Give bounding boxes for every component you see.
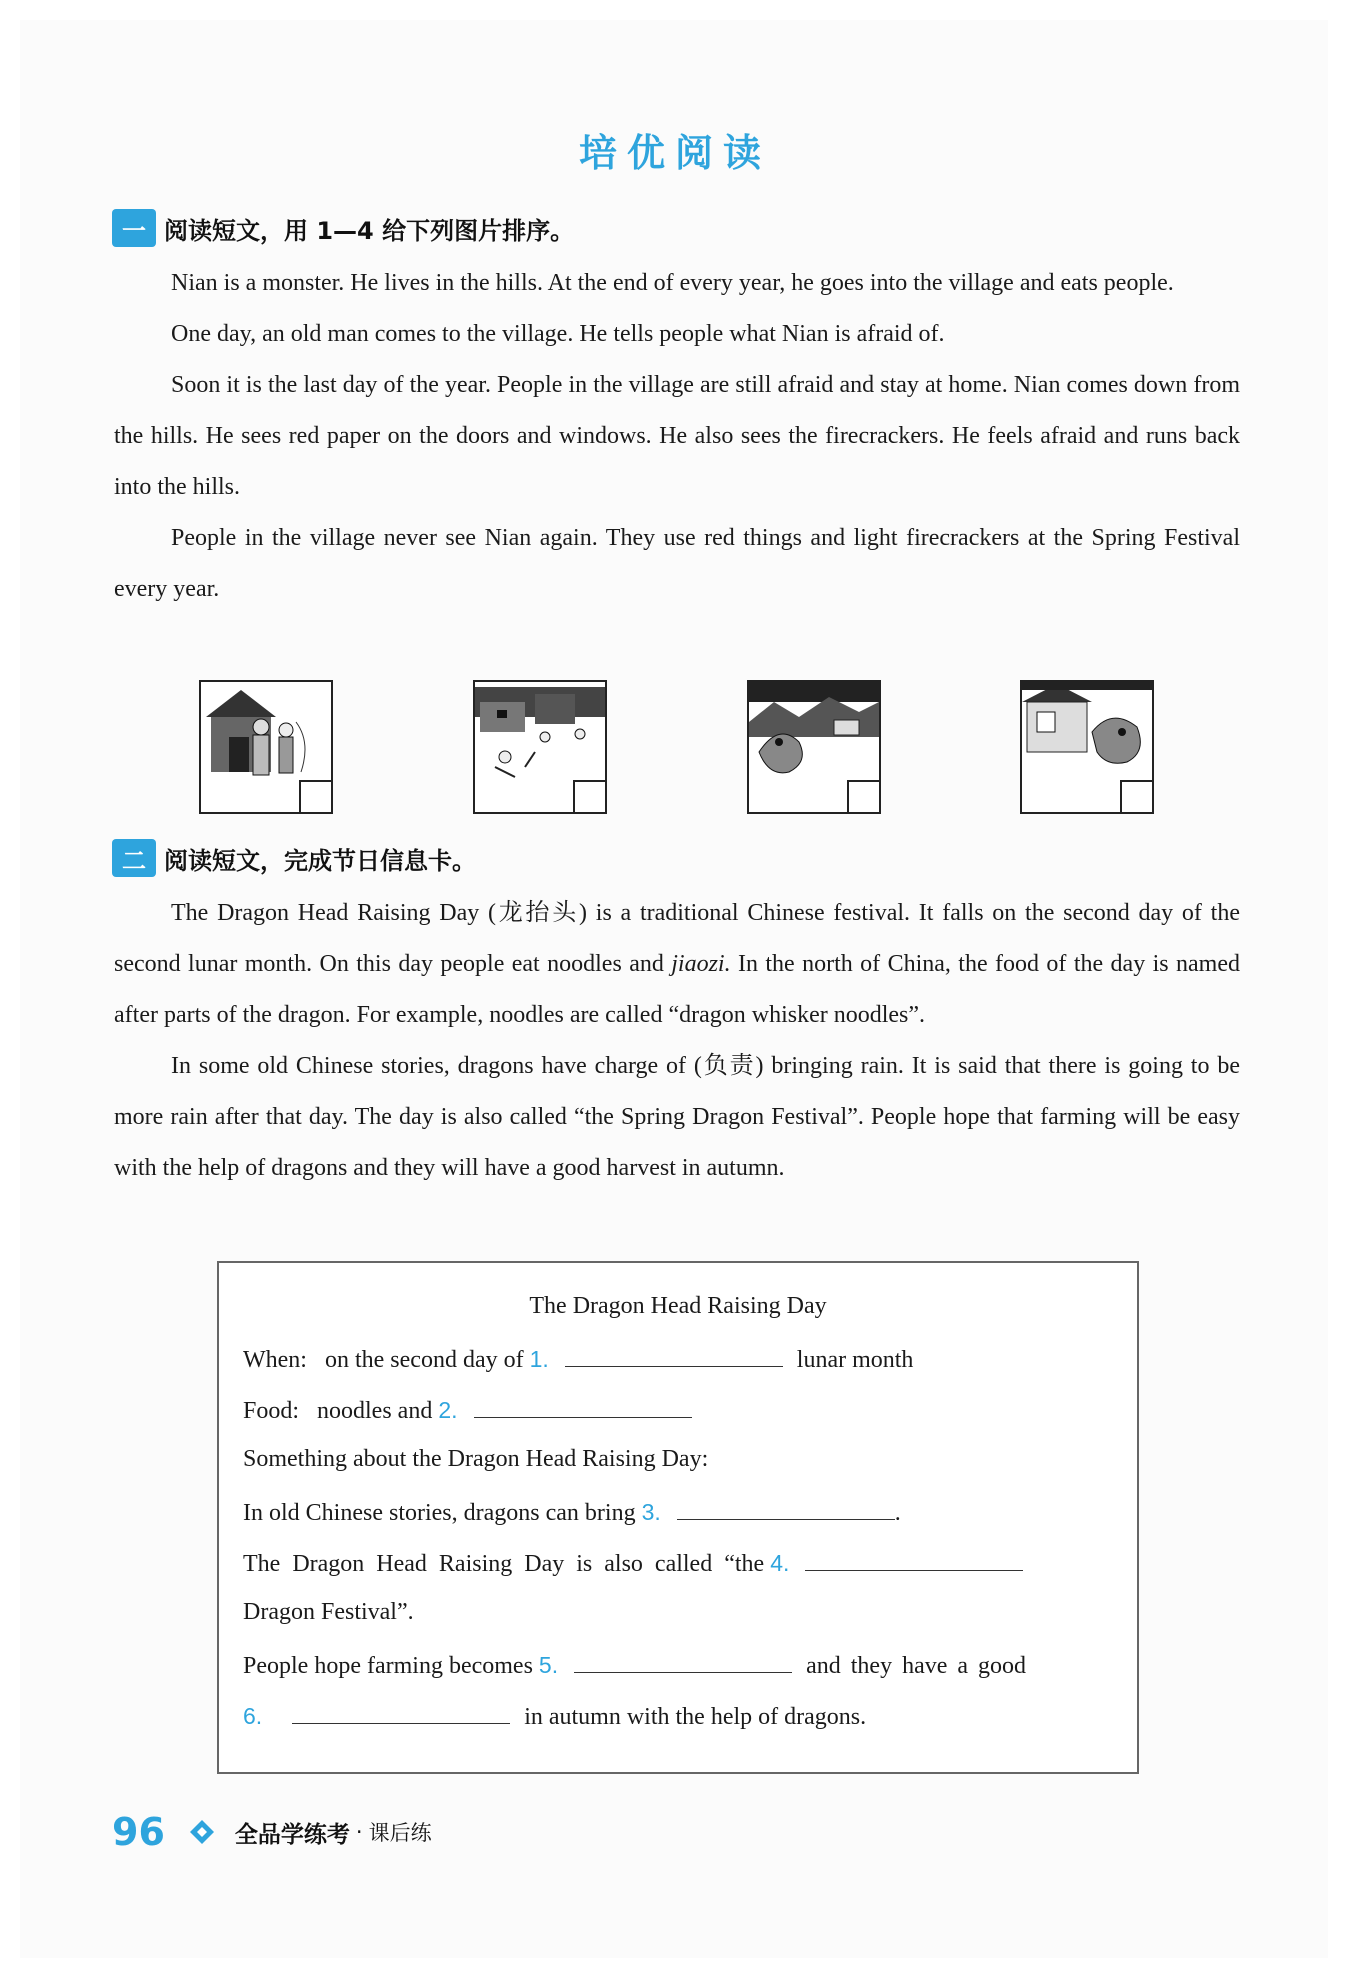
nian-at-village-door-picture — [1020, 680, 1154, 814]
blank-number: 1. — [529, 1346, 549, 1372]
card-title: The Dragon Head Raising Day — [529, 1293, 827, 1319]
diamond-icon — [189, 1819, 215, 1845]
section-2-instruction: 阅读短文，完成节日信息卡。 — [164, 846, 476, 875]
footer-dot: · — [355, 1820, 363, 1844]
passage-paragraph: One day, an old man comes to the village. He tells people what Nian is afraid of. — [171, 321, 945, 347]
card-row-stories — [243, 1497, 901, 1527]
book-series: 课后练 — [368, 1821, 432, 1845]
section-2-header — [112, 838, 476, 878]
section-1-passage — [114, 258, 1240, 615]
passage-italic: jiaozi. — [671, 951, 731, 977]
food-label: Food: — [243, 1398, 300, 1424]
section-2-badge: 二 — [112, 839, 156, 877]
passage-paragraph: Nian is a monster. He lives in the hills. At the end of every year, he goes into the village and eats people. — [171, 270, 1174, 296]
card-row-dragon-festival: Dragon Festival”. — [243, 1599, 414, 1625]
passage-paragraph: In some old Chinese stories, dragons have charge of (负责) bringing rain. It is said that there is going to be more rain after that day. The day is also called “the Spring Dragon Festival”. People hope that farming will be easy with the help of dragons and they will have a good harvest in autumn. — [114, 1053, 1240, 1181]
answer-blank-2[interactable] — [474, 1395, 692, 1418]
food-text: noodles and — [317, 1398, 433, 1424]
when-text: on the second day of — [324, 1347, 524, 1373]
book-title: 全品学练考 — [234, 1821, 350, 1848]
card-row-when — [243, 1344, 913, 1374]
section-2-passage — [114, 888, 1240, 1194]
passage-paragraph: Soon it is the last day of the year. People in the village are still afraid and stay at home. Nian comes down from the hills. He sees red paper on the doors and windows. He also sees the firecrackers. He feels afraid and runs back into the hills. — [114, 372, 1240, 500]
blank-number: 6. — [243, 1703, 263, 1729]
and-they-text: and they have a good — [806, 1653, 1027, 1679]
card-row-food — [243, 1395, 692, 1425]
page-number: 96 — [112, 1810, 165, 1854]
hope-text: People hope farming becomes — [243, 1653, 533, 1679]
when-label: When: — [243, 1347, 307, 1373]
passage-text: The Dragon Head Raising Day (龙抬头) is a traditional Chinese festival. It falls on the second day of the second lunar month. On this day people eat noodles and — [114, 900, 1240, 977]
answer-box[interactable] — [847, 780, 879, 812]
answer-blank-4[interactable] — [805, 1548, 1023, 1571]
answer-blank-3[interactable] — [677, 1497, 895, 1520]
passage-text: In the north of China, the food of the day is named after parts of the dragon. For example, noodles are called “dragon whisker noodles”. — [114, 951, 1240, 1028]
autumn-text: in autumn with the help of dragons. — [524, 1704, 867, 1730]
page-footer — [112, 1810, 432, 1854]
passage-paragraph — [114, 888, 1240, 1041]
section-1-instruction: 阅读短文，用 1—4 给下列图片排序。 — [164, 216, 575, 245]
answer-box[interactable] — [573, 780, 605, 812]
page-title: 培优阅读 — [578, 131, 771, 175]
passage-paragraph: People in the village never see Nian again. They use red things and light firecrackers at the Spring Festival every year. — [114, 525, 1240, 602]
nian-in-hills-picture — [747, 680, 881, 814]
stories-text: In old Chinese stories, dragons can bring — [243, 1500, 636, 1526]
blank-number: 3. — [641, 1499, 661, 1525]
section-1-header — [112, 208, 574, 248]
village-with-firecrackers-picture — [473, 680, 607, 814]
answer-blank-6[interactable] — [292, 1701, 510, 1724]
answer-box[interactable] — [1120, 780, 1152, 812]
blank-number: 5. — [538, 1652, 559, 1678]
card-row-hope — [243, 1650, 1026, 1680]
answer-box[interactable] — [299, 780, 331, 812]
picture-row — [0, 680, 1350, 815]
also-called-text: The Dragon Head Raising Day is also called “the — [243, 1551, 765, 1577]
blank-number: 2. — [438, 1397, 458, 1423]
period: . — [894, 1500, 901, 1526]
section-1-badge: 一 — [112, 209, 156, 247]
card-row-something: Something about the Dragon Head Raising Day: — [243, 1446, 709, 1472]
blank-number: 4. — [770, 1550, 790, 1576]
festival-info-card — [217, 1261, 1139, 1774]
old-man-with-villagers-picture — [199, 680, 333, 814]
when-after: lunar month — [796, 1347, 914, 1373]
answer-blank-5[interactable] — [574, 1650, 792, 1673]
answer-blank-1[interactable] — [565, 1344, 783, 1367]
card-row-autumn — [243, 1701, 866, 1731]
card-row-also-called — [243, 1548, 1023, 1578]
